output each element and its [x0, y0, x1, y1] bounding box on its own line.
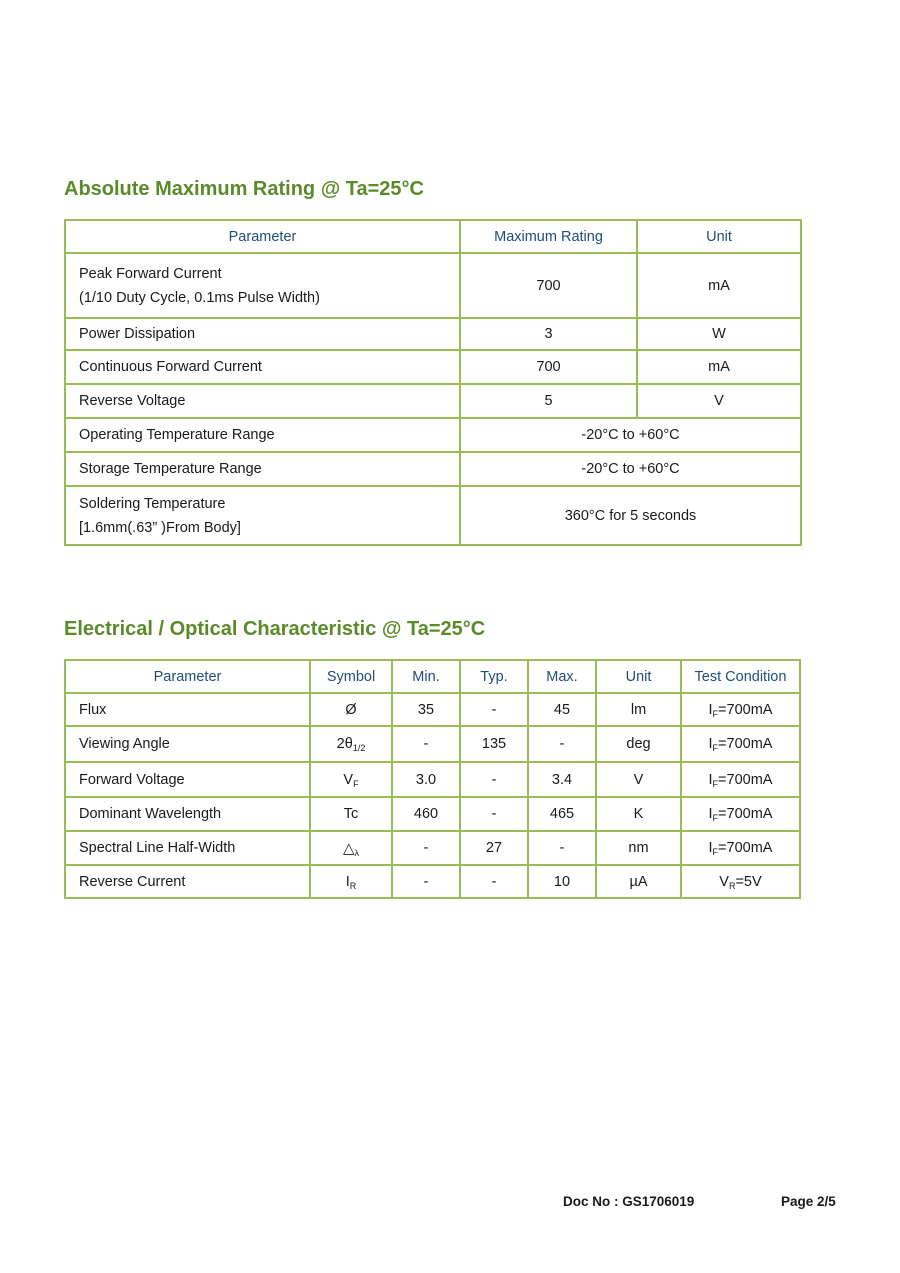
param-cell — [65, 486, 460, 545]
param-cell: Operating Temperature Range — [65, 418, 460, 452]
typ-cell: - — [460, 865, 528, 898]
condition-cell — [681, 797, 800, 831]
unit-cell: W — [637, 318, 801, 350]
cond-rest: =700mA — [718, 736, 773, 752]
symbol-cell — [310, 726, 392, 762]
condition-cell — [681, 865, 800, 898]
param-cell: Flux — [65, 693, 310, 726]
symbol-cell — [310, 865, 392, 898]
symbol-sub: 1/2 — [352, 743, 366, 753]
cond-rest: =700mA — [718, 840, 773, 856]
param-cell: Dominant Wavelength — [65, 797, 310, 831]
rating-cell: -20°C to +60°C — [460, 452, 801, 486]
min-cell: - — [392, 726, 460, 762]
table-header-row — [65, 660, 800, 693]
header-test-condition: Test Condition — [681, 660, 800, 693]
delta-lambda-icon: △ — [342, 840, 355, 857]
table-row — [65, 762, 800, 797]
cond-rest: =700mA — [718, 806, 773, 822]
param-line2: [1.6mm(.63” )From Body] — [79, 519, 241, 536]
param-cell: Storage Temperature Range — [65, 452, 460, 486]
cond-rest: =700mA — [718, 701, 773, 718]
param-line1: Peak Forward Current — [79, 265, 222, 282]
symbol: 2θ — [336, 736, 353, 752]
symbol-cell — [310, 762, 392, 797]
typ-cell: 27 — [460, 831, 528, 865]
header-maximum-rating: Maximum Rating — [460, 220, 637, 253]
symbol-cell — [310, 693, 392, 726]
unit-cell: mA — [637, 350, 801, 384]
rating-cell: 700 — [460, 350, 637, 384]
typ-cell: - — [460, 693, 528, 726]
param-cell: Spectral Line Half-Width — [65, 831, 310, 865]
min-cell: - — [392, 831, 460, 865]
symbol-sub: R — [349, 880, 357, 891]
max-cell: 45 — [528, 693, 596, 726]
symbol-cell — [310, 797, 392, 831]
cond-sub: F — [712, 847, 719, 857]
rating-cell: -20°C to +60°C — [460, 418, 801, 452]
cond-rest: =5V — [735, 873, 762, 890]
symbol-sub: λ — [354, 848, 360, 858]
header-unit: Unit — [596, 660, 681, 693]
header-parameter: Parameter — [65, 220, 460, 253]
table-row — [65, 253, 801, 318]
table-row — [65, 318, 801, 350]
rating-cell: 5 — [460, 384, 637, 418]
cond-sub: R — [728, 880, 736, 891]
symbol: Ø — [345, 701, 357, 718]
table-row — [65, 452, 801, 486]
page-number: Page 2/5 — [781, 1194, 836, 1209]
unit-cell: µA — [596, 865, 681, 898]
header-min: Min. — [392, 660, 460, 693]
table-header-row — [65, 220, 801, 253]
cond-base: I — [708, 736, 713, 752]
max-cell: 10 — [528, 865, 596, 898]
symbol-sub: F — [353, 778, 359, 789]
unit-cell: K — [596, 797, 681, 831]
cond-base: I — [708, 701, 713, 718]
table-row — [65, 726, 800, 762]
typ-cell: - — [460, 762, 528, 797]
cond-base: I — [708, 806, 713, 822]
max-cell: 3.4 — [528, 762, 596, 797]
max-cell: - — [528, 831, 596, 865]
table-row — [65, 865, 800, 898]
param-cell: Continuous Forward Current — [65, 350, 460, 384]
unit-cell: mA — [637, 253, 801, 318]
min-cell: - — [392, 865, 460, 898]
header-max: Max. — [528, 660, 596, 693]
cond-base: V — [719, 873, 729, 890]
condition-cell — [681, 762, 800, 797]
max-cell: - — [528, 726, 596, 762]
unit-cell: V — [637, 384, 801, 418]
table-row — [65, 384, 801, 418]
param-cell: Reverse Voltage — [65, 384, 460, 418]
table-row — [65, 486, 801, 545]
absolute-maximum-rating-table — [64, 219, 802, 546]
rating-cell: 3 — [460, 318, 637, 350]
param-line2: (1/10 Duty Cycle, 0.1ms Pulse Width) — [79, 289, 320, 306]
cond-sub: F — [712, 743, 719, 753]
typ-cell: 135 — [460, 726, 528, 762]
symbol-cell — [310, 831, 392, 865]
header-symbol: Symbol — [310, 660, 392, 693]
condition-cell — [681, 693, 800, 726]
cond-rest: =700mA — [718, 771, 773, 788]
header-typ: Typ. — [460, 660, 528, 693]
table-row — [65, 831, 800, 865]
electrical-optical-table — [64, 659, 801, 899]
cond-base: I — [708, 771, 713, 788]
condition-cell — [681, 831, 800, 865]
min-cell: 35 — [392, 693, 460, 726]
unit-cell: V — [596, 762, 681, 797]
amr-title: Absolute Maximum Rating @ Ta=25°C — [64, 178, 424, 200]
param-cell: Forward Voltage — [65, 762, 310, 797]
header-parameter: Parameter — [65, 660, 310, 693]
symbol: I — [345, 873, 350, 890]
param-cell: Reverse Current — [65, 865, 310, 898]
cond-sub: F — [712, 708, 719, 719]
symbol: Tc — [343, 806, 359, 822]
param-cell: Viewing Angle — [65, 726, 310, 762]
param-line1: Soldering Temperature — [79, 495, 226, 512]
param-cell — [65, 253, 460, 318]
min-cell: 460 — [392, 797, 460, 831]
min-cell: 3.0 — [392, 762, 460, 797]
table-row — [65, 693, 800, 726]
table-row — [65, 418, 801, 452]
rating-cell: 360°C for 5 seconds — [460, 486, 801, 545]
param-cell: Power Dissipation — [65, 318, 460, 350]
eoc-title: Electrical / Optical Characteristic @ Ta=25°C — [64, 618, 486, 640]
cond-sub: F — [712, 813, 719, 823]
header-unit: Unit — [637, 220, 801, 253]
symbol: V — [343, 771, 354, 788]
cond-base: I — [708, 840, 713, 856]
cond-sub: F — [712, 778, 719, 789]
typ-cell: - — [460, 797, 528, 831]
table-row — [65, 350, 801, 384]
table-row — [65, 797, 800, 831]
unit-cell: lm — [596, 693, 681, 726]
rating-cell: 700 — [460, 253, 637, 318]
unit-cell: nm — [596, 831, 681, 865]
doc-number: Doc No : GS1706019 — [563, 1194, 695, 1209]
condition-cell — [681, 726, 800, 762]
unit-cell: deg — [596, 726, 681, 762]
max-cell: 465 — [528, 797, 596, 831]
